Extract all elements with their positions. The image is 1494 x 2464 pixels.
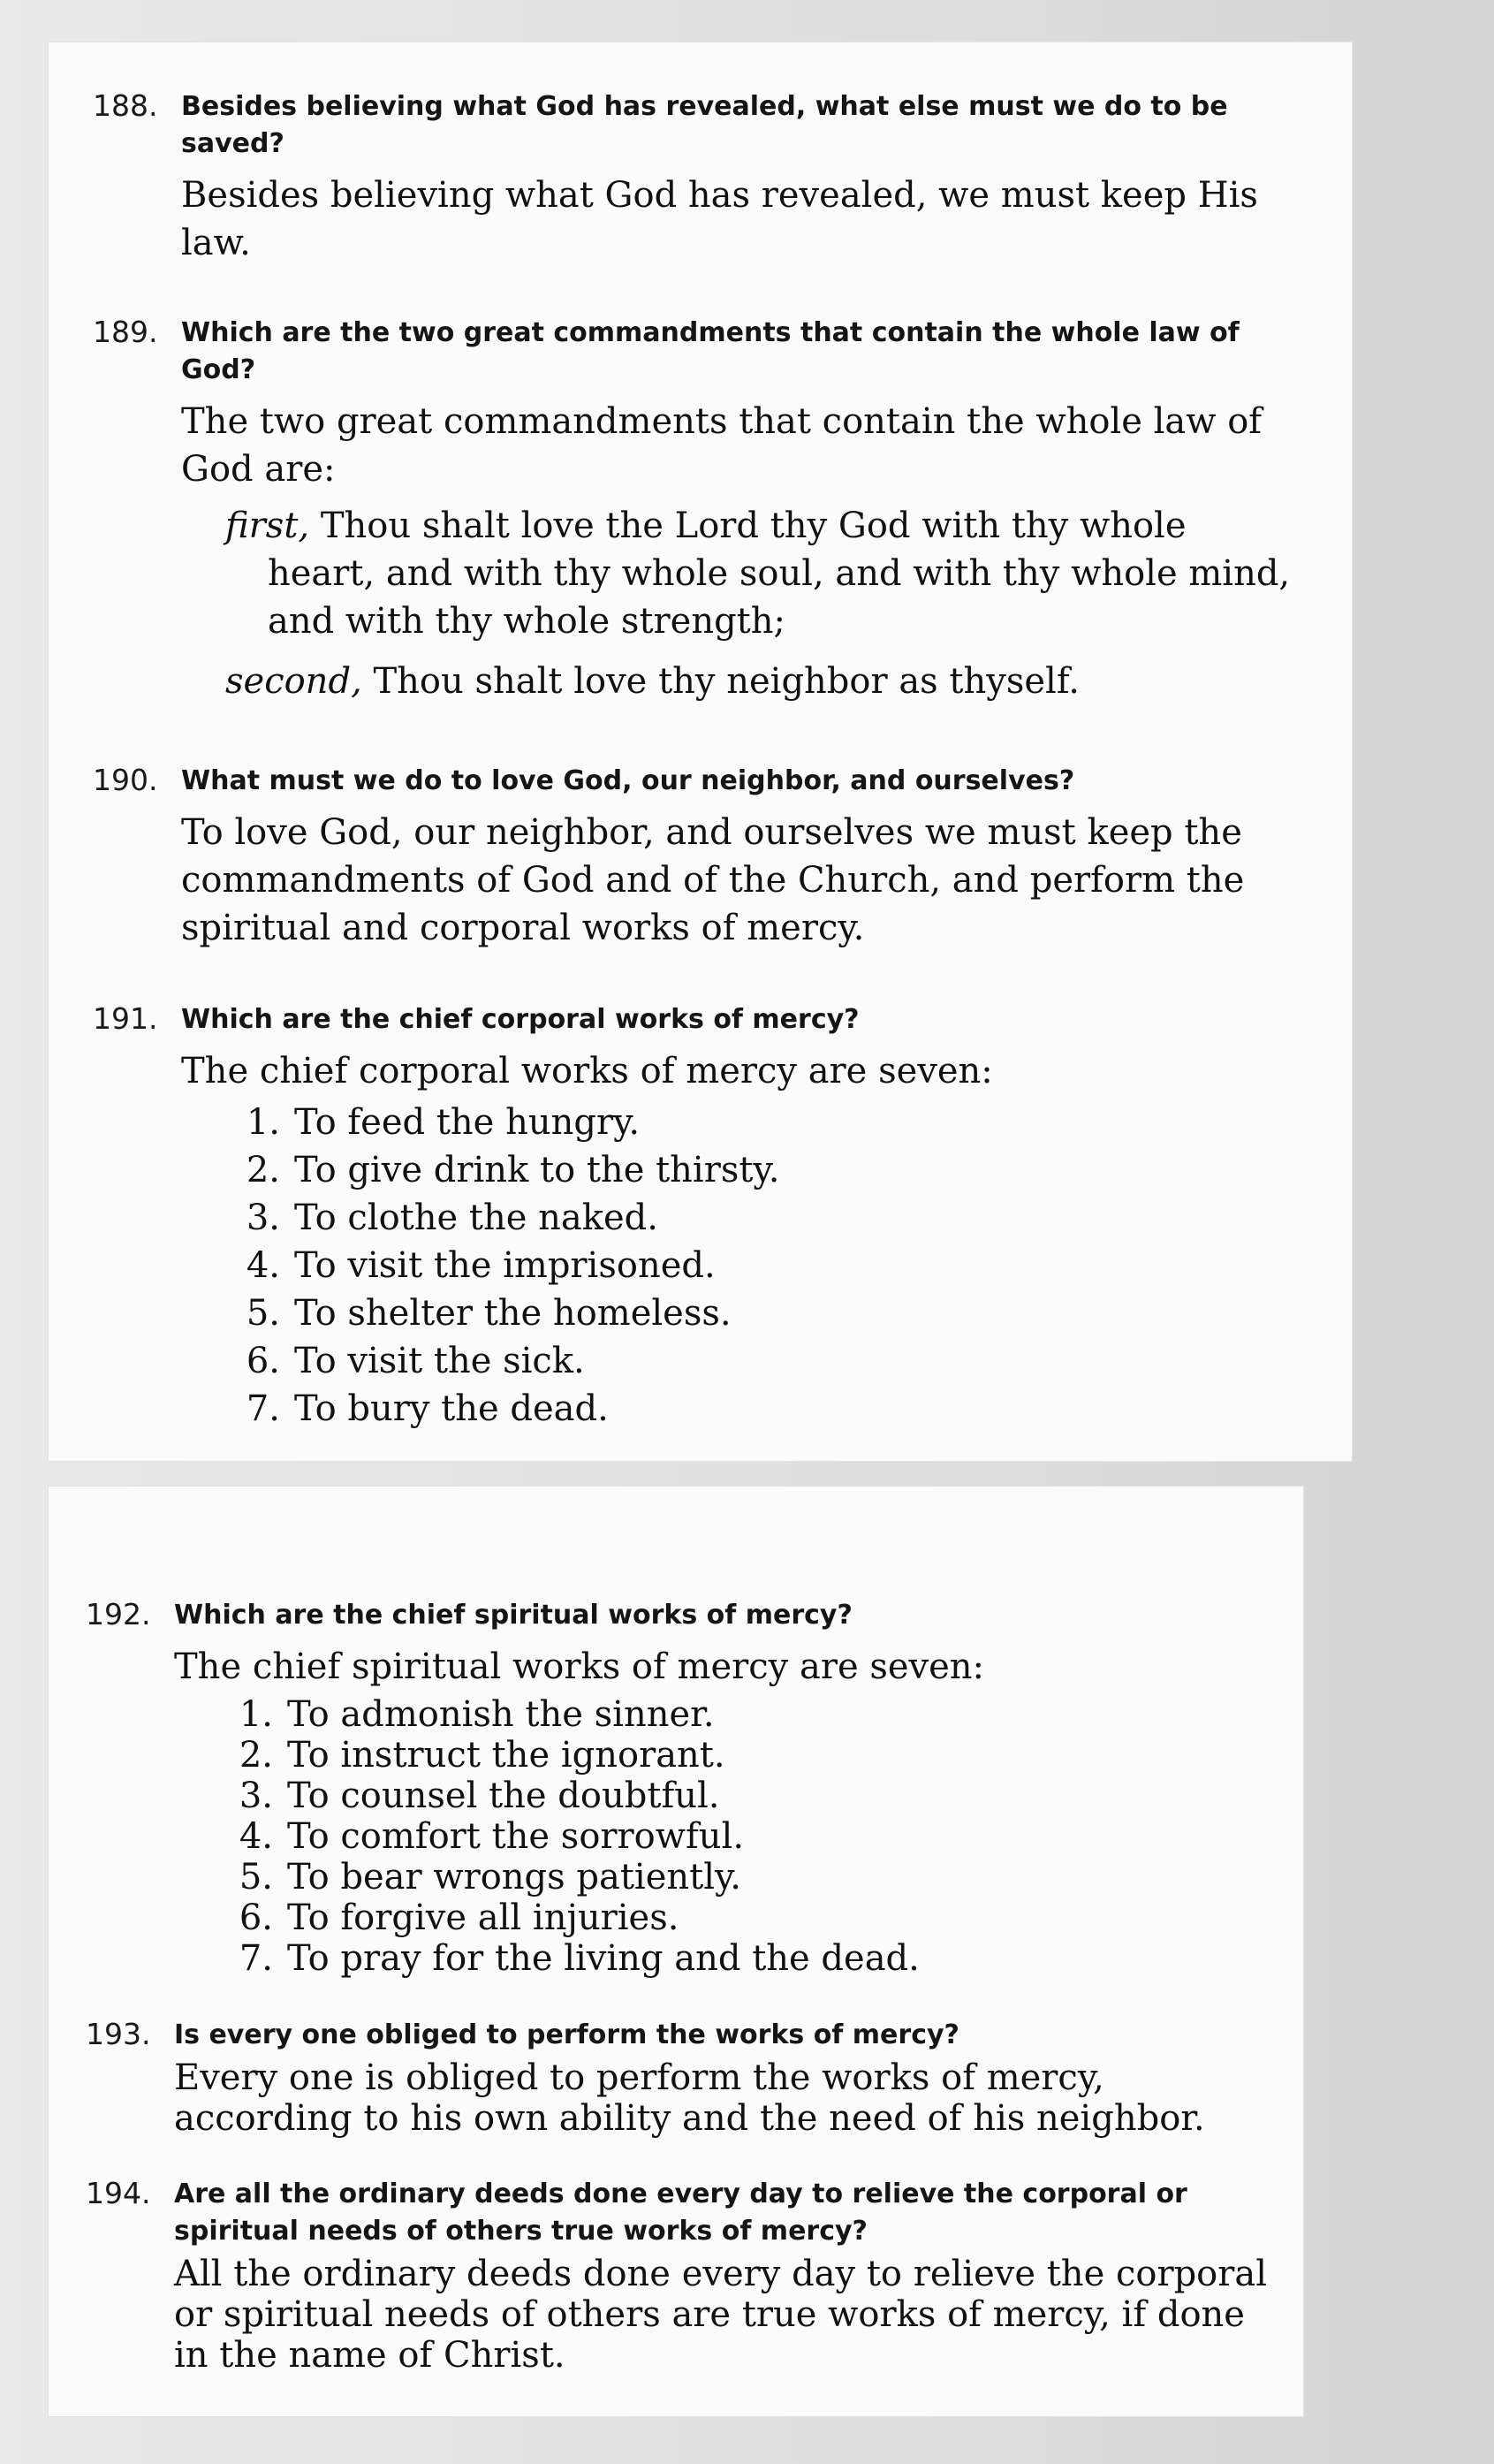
spiritual-works-list xyxy=(174,1694,1270,1979)
question-191 xyxy=(93,1001,1312,1433)
question-number: 188. xyxy=(93,88,158,123)
list-item-text: To visit the imprisoned. xyxy=(294,1245,716,1286)
question-number: 189. xyxy=(93,315,158,349)
list-item xyxy=(227,1776,1270,1816)
list-item-text: To visit the sick. xyxy=(294,1341,585,1381)
list-item-text: To forgive all injuries. xyxy=(287,1897,679,1938)
first-commandment xyxy=(181,502,1312,645)
list-item-number: 2. xyxy=(246,1150,280,1190)
list-item-text: To give drink to the thirsty. xyxy=(294,1150,780,1190)
list-item xyxy=(227,1816,1270,1857)
question-190 xyxy=(93,763,1312,952)
question-text: Is every one obliged to perform the works of mercy? xyxy=(174,2019,959,2050)
list-item-number: 3. xyxy=(246,1198,280,1238)
list-item-text: To counsel the doubtful. xyxy=(287,1776,720,1816)
list-item-text: To feed the hungry. xyxy=(294,1102,641,1143)
second-label: second, xyxy=(225,661,362,702)
list-item xyxy=(234,1146,1312,1194)
question-text: Are all the ordinary deeds done every day to relieve the corporal or spiritual needs of others true works of mercy? xyxy=(174,2179,1187,2247)
question-text: Which are the two great commandments that contain the whole law of God? xyxy=(181,317,1240,385)
question-text: What must we do to love God, our neighbor, and ourselves? xyxy=(181,765,1075,796)
list-item xyxy=(234,1289,1312,1337)
question-192 xyxy=(86,1597,1270,1979)
question-number: 190. xyxy=(93,763,158,797)
question-number: 193. xyxy=(86,2017,151,2051)
list-item-number: 7. xyxy=(246,1388,280,1429)
list-item xyxy=(234,1099,1312,1146)
list-item xyxy=(227,1938,1270,1979)
list-item-number: 5. xyxy=(246,1293,280,1334)
first-line: Thou shalt love the Lord thy God with thy whole xyxy=(320,506,1187,546)
list-item-text: To clothe the naked. xyxy=(294,1198,658,1238)
answer-text: All the ordinary deeds done every day to relieve the corporal or spiritual needs of others are true works of mercy, if done in the name of Christ. xyxy=(174,2254,1268,2376)
list-item xyxy=(227,1735,1270,1776)
list-item-text: To instruct the ignorant. xyxy=(287,1735,725,1776)
question-text: Which are the chief spiritual works of mercy? xyxy=(174,1600,853,1631)
question-194 xyxy=(86,2176,1270,2376)
corporal-works-list xyxy=(181,1099,1312,1433)
list-item-number: 6. xyxy=(239,1897,273,1938)
list-item-number: 1. xyxy=(239,1694,273,1735)
list-item-number: 1. xyxy=(246,1102,280,1143)
question-text: Which are the chief corporal works of mercy? xyxy=(181,1004,860,1035)
list-item xyxy=(234,1194,1312,1242)
answer-text: Every one is obliged to perform the works of mercy, according to his own ability and the need of his neighbor. xyxy=(174,2057,1205,2139)
list-item-number: 3. xyxy=(239,1776,273,1816)
question-number: 194. xyxy=(86,2176,151,2210)
list-item-text: To bear wrongs patiently. xyxy=(287,1857,742,1897)
question-189 xyxy=(93,315,1312,705)
list-item-text: To comfort the sorrowful. xyxy=(287,1816,745,1857)
list-item-number: 4. xyxy=(246,1245,280,1286)
list-item-number: 6. xyxy=(246,1341,280,1381)
first-label: first, xyxy=(225,506,310,546)
answer-text: The chief corporal works of mercy are seven: xyxy=(181,1051,993,1091)
list-item xyxy=(227,1897,1270,1938)
list-item xyxy=(234,1242,1312,1289)
list-item-text: To bury the dead. xyxy=(294,1388,609,1429)
clipping-top xyxy=(49,42,1352,1461)
second-commandment xyxy=(181,658,1312,705)
list-item-text: To pray for the living and the dead. xyxy=(287,1938,920,1979)
question-number: 191. xyxy=(93,1001,158,1036)
second-text: Thou shalt love thy neighbor as thyself. xyxy=(373,661,1080,702)
question-text: Besides believing what God has revealed, what else must we do to be saved? xyxy=(181,91,1228,159)
list-item xyxy=(227,1857,1270,1897)
list-item-number: 2. xyxy=(239,1735,273,1776)
question-193 xyxy=(86,2017,1270,2139)
list-item xyxy=(234,1337,1312,1385)
list-item-text: To shelter the homeless. xyxy=(294,1293,732,1334)
question-188 xyxy=(93,88,1312,267)
list-item-text: To admonish the sinner. xyxy=(287,1694,715,1735)
list-item-number: 4. xyxy=(239,1816,273,1857)
list-item xyxy=(234,1385,1312,1433)
list-item-number: 5. xyxy=(239,1857,273,1897)
answer-text: The chief spiritual works of mercy are seven: xyxy=(174,1646,985,1687)
clipping-bottom xyxy=(49,1487,1303,2416)
list-item-number: 7. xyxy=(239,1938,273,1979)
question-number: 192. xyxy=(86,1597,151,1631)
answer-text: The two great commandments that contain the whole law of God are: xyxy=(181,401,1263,490)
list-item xyxy=(227,1694,1270,1735)
answer-text: To love God, our neighbor, and ourselves we must keep the commandments of God and of the Church, and perform the spiritual and corporal works of mercy. xyxy=(181,812,1245,948)
first-continuation: heart, and with thy whole soul, and with thy whole mind, and with thy whole strength; xyxy=(268,553,1291,642)
answer-text: Besides believing what God has revealed, we must keep His law. xyxy=(181,175,1258,263)
